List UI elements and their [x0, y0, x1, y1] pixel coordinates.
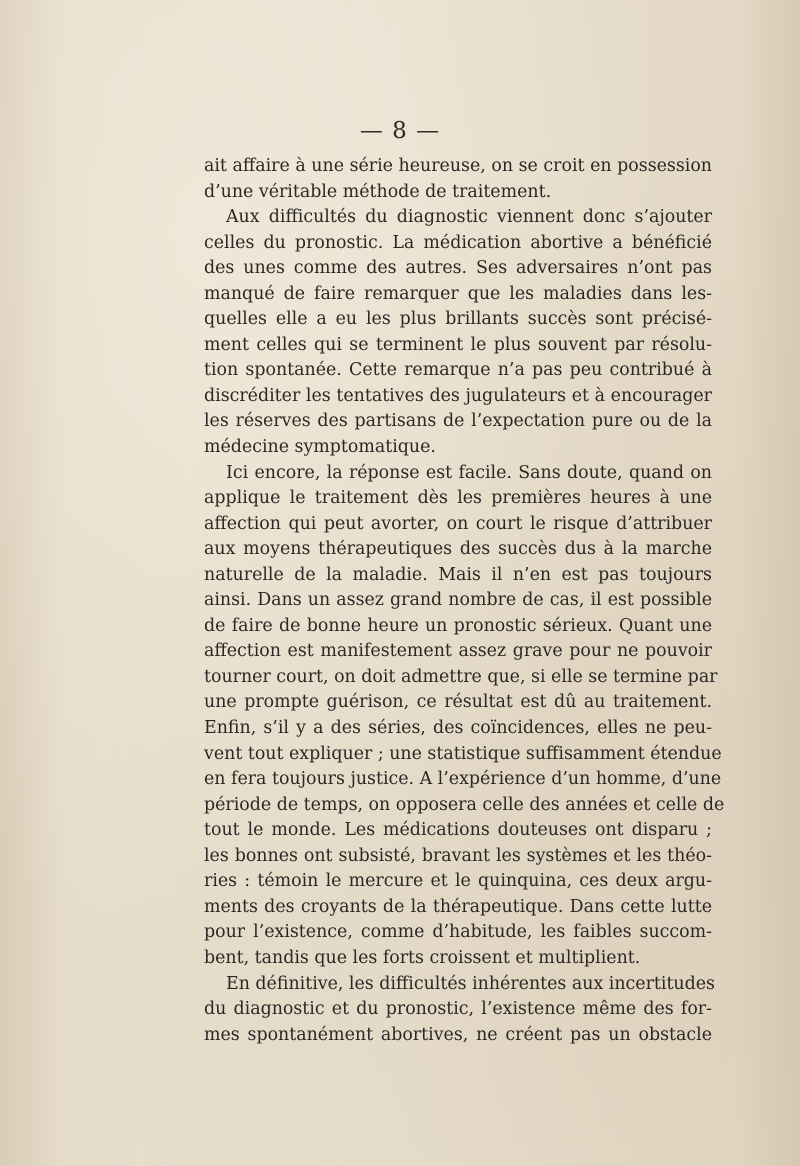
- text-line: d’une véritable méthode de traitement.: [204, 181, 552, 202]
- text-line: ainsi. Dans un assez grand nombre de cas, il est possible: [204, 590, 712, 611]
- text-line: Enfin, s’il y a des séries, des coïncidences, elles ne peu-: [204, 718, 712, 739]
- text-line: En définitive, les difficultés inhérentes aux incertitudes: [226, 973, 715, 994]
- text-line: tion spontanée. Cette remarque n’a pas peu contribué à: [204, 360, 712, 381]
- text-line: des unes comme des autres. Ses adversaires n’ont pas: [204, 258, 712, 279]
- text-line: pour l’existence, comme d’habitude, les faibles succom-: [204, 922, 712, 943]
- text-line: ait affaire à une série heureuse, on se croit en possession: [204, 156, 712, 176]
- text-line: discréditer les tentatives des jugulateurs et à encourager: [204, 385, 712, 406]
- text-line: manqué de faire remarquer que les maladies dans les-: [204, 283, 712, 304]
- text-line: une prompte guérison, ce résultat est dû au traitement.: [204, 692, 712, 713]
- text-line: quelles elle a eu les plus brillants succès sont précisé-: [204, 309, 712, 330]
- text-line: en fera toujours justice. A l’expérience d’un homme, d’une: [204, 769, 722, 790]
- text-line: tourner court, on doit admettre que, si elle se termine par: [204, 666, 718, 687]
- text-line: les bonnes ont subsisté, bravant les systèmes et les théo-: [204, 845, 712, 866]
- text-line: période de temps, on opposera celle des années et celle de: [204, 794, 725, 815]
- text-line: du diagnostic et du pronostic, l’existence même des for-: [204, 999, 712, 1020]
- text-line: aux moyens thérapeutiques des succès dus à la marche: [204, 539, 712, 560]
- text-line: Ici encore, la réponse est facile. Sans doute, quand on: [226, 462, 712, 483]
- text-line: naturelle de la maladie. Mais il n’en est pas toujours: [204, 564, 712, 585]
- text-line: ment celles qui se terminent le plus souvent par résolu-: [204, 334, 712, 355]
- text-line: bent, tandis que les forts croissent et multiplient.: [204, 947, 641, 968]
- page-number: — 8 —: [359, 118, 441, 144]
- text-line: vent tout expliquer ; une statistique suffisamment étendue: [204, 743, 722, 764]
- text-line: affection qui peut avorter, on court le risque d’attribuer: [204, 513, 712, 534]
- text-line: tout le monde. Les médications douteuses ont disparu ;: [204, 820, 712, 841]
- text-line: celles du pronostic. La médication abortive a bénéficié: [204, 232, 712, 253]
- text-line: de faire de bonne heure un pronostic sérieux. Quant une: [204, 615, 712, 636]
- text-line: mes spontanément abortives, ne créent pas un obstacle: [204, 1024, 712, 1045]
- text-line: ries : témoin le mercure et le quinquina, ces deux argu-: [204, 871, 712, 892]
- text-line: médecine symptomatique.: [204, 437, 436, 458]
- text-line: ments des croyants de la thérapeutique. Dans cette lutte: [204, 896, 712, 917]
- text-line: Aux difficultés du diagnostic viennent donc s’ajouter: [226, 207, 712, 228]
- text-line: les réserves des partisans de l’expectation pure ou de la: [204, 411, 712, 432]
- text-line: applique le traitement dès les premières heures à une: [204, 488, 712, 509]
- text-line: affection est manifestement assez grave pour ne pouvoir: [204, 641, 712, 662]
- body-text: [204, 154, 725, 1048]
